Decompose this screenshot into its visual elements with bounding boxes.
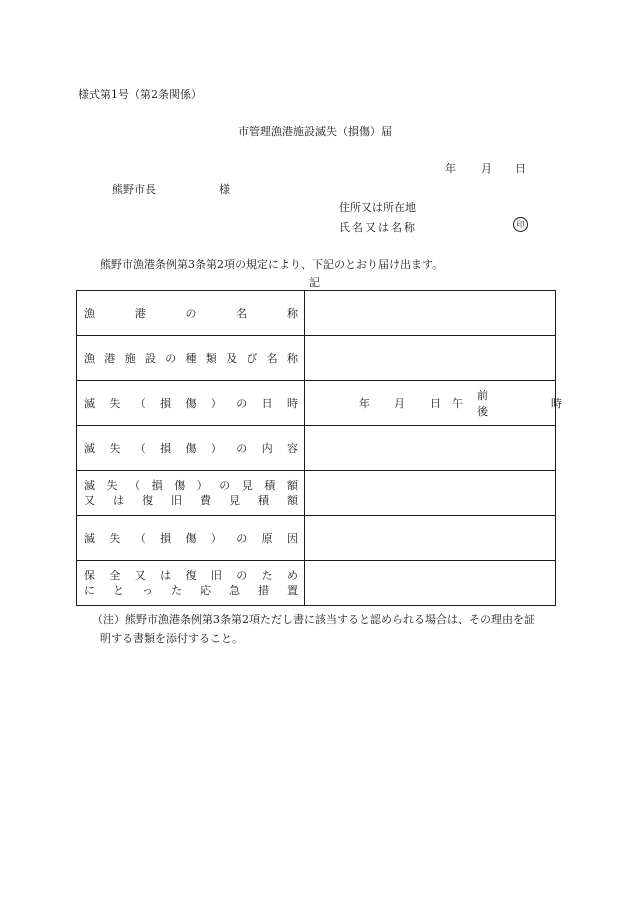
addressee-honorific: 様 xyxy=(219,183,230,196)
note-line-1: （注）熊野市漁港条例第3条第2項ただし書に該当すると認められる場合は、その理由を証 xyxy=(92,613,535,626)
row-label-facility-type-name xyxy=(77,336,305,381)
value-emergency-measures[interactable] xyxy=(305,561,556,606)
note-line-2: 明する書類を添付すること。 xyxy=(100,632,243,645)
date-year-label: 年 xyxy=(445,162,456,175)
dt-year-label: 年 xyxy=(359,397,370,410)
table-row xyxy=(77,291,556,336)
seal-mark: 印 xyxy=(513,217,528,232)
dt-hour-label: 時 xyxy=(551,397,562,410)
value-loss-cause[interactable] xyxy=(305,516,556,561)
value-fishing-port-name[interactable] xyxy=(305,291,556,336)
value-loss-content[interactable] xyxy=(305,426,556,471)
table-row xyxy=(77,336,556,381)
dt-noon-label: 午 xyxy=(452,397,463,410)
datetime-fields xyxy=(305,381,562,425)
document-title: 市管理漁港施設滅失（損傷）届 xyxy=(238,125,392,138)
label-line: 滅 失 （ 損 傷 ） の 見 積 額 xyxy=(84,479,298,492)
value-loss-datetime[interactable] xyxy=(305,381,562,426)
table-row xyxy=(77,471,556,516)
table-row xyxy=(77,426,556,471)
date-day-label: 日 xyxy=(515,162,526,175)
address-label: 住所又は所在地 xyxy=(339,201,416,214)
row-label-fishing-port-name xyxy=(77,291,305,336)
label-line: 漁 港 施 設 の 種 類 及 び 名 称 xyxy=(84,351,298,365)
row-label-loss-datetime xyxy=(77,381,305,426)
row-label-loss-cause xyxy=(77,516,305,561)
value-estimated-amount[interactable] xyxy=(305,471,556,516)
label-line: 滅 失 （ 損 傷 ） の 原 因 xyxy=(84,531,298,545)
form-number: 様式第1号（第2条関係） xyxy=(78,88,202,101)
addressee-name: 熊野市長 xyxy=(112,183,156,196)
ki-heading: 記 xyxy=(309,276,320,289)
row-label-estimated-amount xyxy=(77,471,305,516)
row-label-loss-content xyxy=(77,426,305,471)
statement-text: 熊野市漁港条例第3条第2項の規定により、下記のとおり届け出ます。 xyxy=(100,258,444,271)
label-line: 滅 失 （ 損 傷 ） の 日 時 xyxy=(84,396,298,410)
label-line: に と っ た 応 急 措 置 xyxy=(84,584,298,597)
table-row xyxy=(77,516,556,561)
label-line: 漁 港 の 名 称 xyxy=(84,306,298,320)
value-facility-type-name[interactable] xyxy=(305,336,556,381)
table-row xyxy=(77,561,556,606)
dt-pm-label: 後 xyxy=(477,405,488,418)
date-month-label: 月 xyxy=(481,162,492,175)
name-label: 氏名又は名称 xyxy=(339,221,417,234)
details-table xyxy=(76,290,562,606)
dt-month-label: 月 xyxy=(394,397,405,410)
table-row xyxy=(77,381,556,426)
row-label-emergency-measures xyxy=(77,561,305,606)
label-line: 滅 失 （ 損 傷 ） の 内 容 xyxy=(84,441,298,455)
label-line: 又 は 復 旧 費 見 積 額 xyxy=(84,494,298,507)
dt-day-label: 日 xyxy=(430,397,441,410)
label-line: 保 全 又 は 復 旧 の た め xyxy=(84,569,298,582)
dt-am-label: 前 xyxy=(477,389,488,402)
